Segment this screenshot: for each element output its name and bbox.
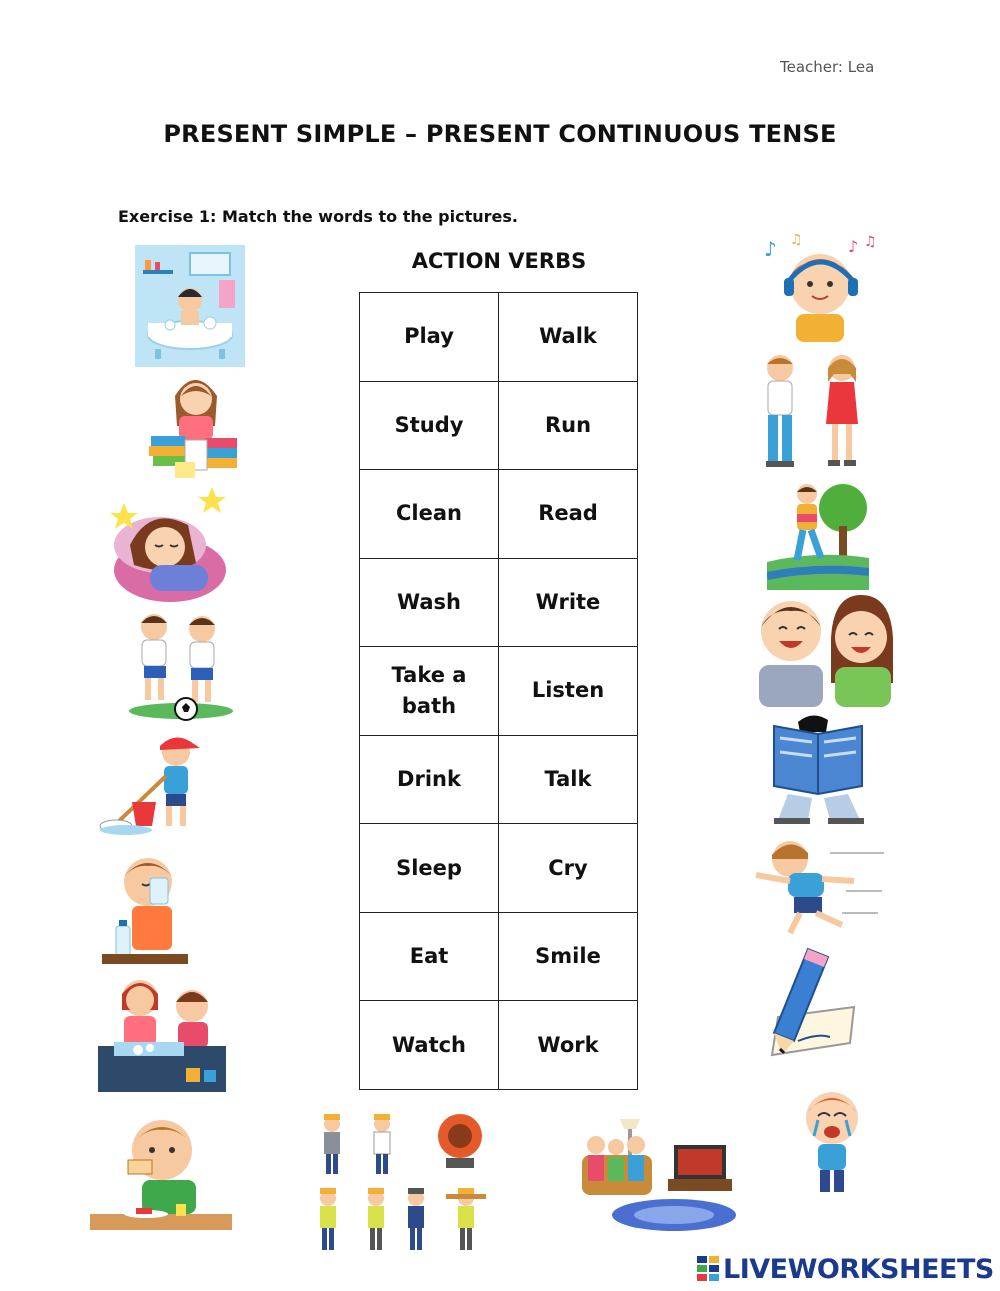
- verb-cell: Listen: [499, 647, 638, 736]
- svg-text:♪: ♪: [764, 237, 777, 261]
- work-picture[interactable]: [310, 1110, 496, 1260]
- verb-cell: Take a bath: [360, 647, 499, 736]
- page-title: PRESENT SIMPLE – PRESENT CONTINUOUS TENSE: [163, 120, 837, 148]
- verb-cell: Drink: [360, 735, 499, 824]
- liveworksheets-brand: LIVEWORKSHEETS: [723, 1253, 994, 1285]
- table-row: [360, 824, 638, 913]
- table-row: [360, 470, 638, 559]
- verb-cell: Sleep: [360, 824, 499, 913]
- verb-cell: Eat: [360, 912, 499, 1001]
- verb-cell: Run: [499, 381, 638, 470]
- svg-text:♫: ♫: [864, 234, 877, 250]
- bath-picture[interactable]: [135, 245, 245, 367]
- run-picture[interactable]: [750, 835, 886, 939]
- walk-picture[interactable]: [767, 480, 869, 590]
- table-row: [360, 1001, 638, 1090]
- svg-text:♪: ♪: [848, 237, 859, 256]
- verb-cell: Walk: [499, 293, 638, 382]
- verb-cell: Watch: [360, 1001, 499, 1090]
- verb-cell: Smile: [499, 912, 638, 1001]
- exercise-instruction: Exercise 1: Match the words to the pictures.: [118, 207, 518, 226]
- action-verbs-heading: ACTION VERBS: [411, 249, 587, 273]
- watch-picture[interactable]: [578, 1115, 740, 1237]
- verb-cell: Study: [360, 381, 499, 470]
- verb-cell: Cry: [499, 824, 638, 913]
- verb-cell: Talk: [499, 735, 638, 824]
- table-row: [360, 558, 638, 647]
- svg-text:♫: ♫: [790, 232, 803, 248]
- action-verbs-table: [359, 292, 638, 1090]
- write-picture[interactable]: [768, 945, 860, 1065]
- play-picture[interactable]: [128, 607, 234, 723]
- table-row: [360, 381, 638, 470]
- talk-picture[interactable]: [752, 350, 872, 474]
- liveworksheets-logo: [697, 1252, 994, 1286]
- wash-picture[interactable]: [98, 970, 226, 1092]
- cry-picture[interactable]: [800, 1088, 862, 1198]
- verb-cell: Play: [360, 293, 499, 382]
- drink-picture[interactable]: [102, 850, 188, 966]
- liveworksheets-logo-icon: [697, 1256, 719, 1282]
- smile-picture[interactable]: [755, 587, 895, 707]
- table-row: [360, 912, 638, 1001]
- listen-picture[interactable]: [760, 232, 882, 344]
- verb-cell: Work: [499, 1001, 638, 1090]
- verb-cell: Clean: [360, 470, 499, 559]
- table-row: [360, 647, 638, 736]
- verb-cell: Wash: [360, 558, 499, 647]
- verb-cell: Write: [499, 558, 638, 647]
- table-row: [360, 735, 638, 824]
- clean-picture[interactable]: [96, 730, 216, 840]
- table-row: [360, 293, 638, 382]
- read-picture[interactable]: [768, 712, 868, 826]
- verb-cell: Read: [499, 470, 638, 559]
- teacher-name: Teacher: Lea: [780, 58, 875, 76]
- study-picture[interactable]: [145, 366, 245, 484]
- eat-picture[interactable]: [90, 1110, 232, 1234]
- sleep-picture[interactable]: [110, 485, 230, 607]
